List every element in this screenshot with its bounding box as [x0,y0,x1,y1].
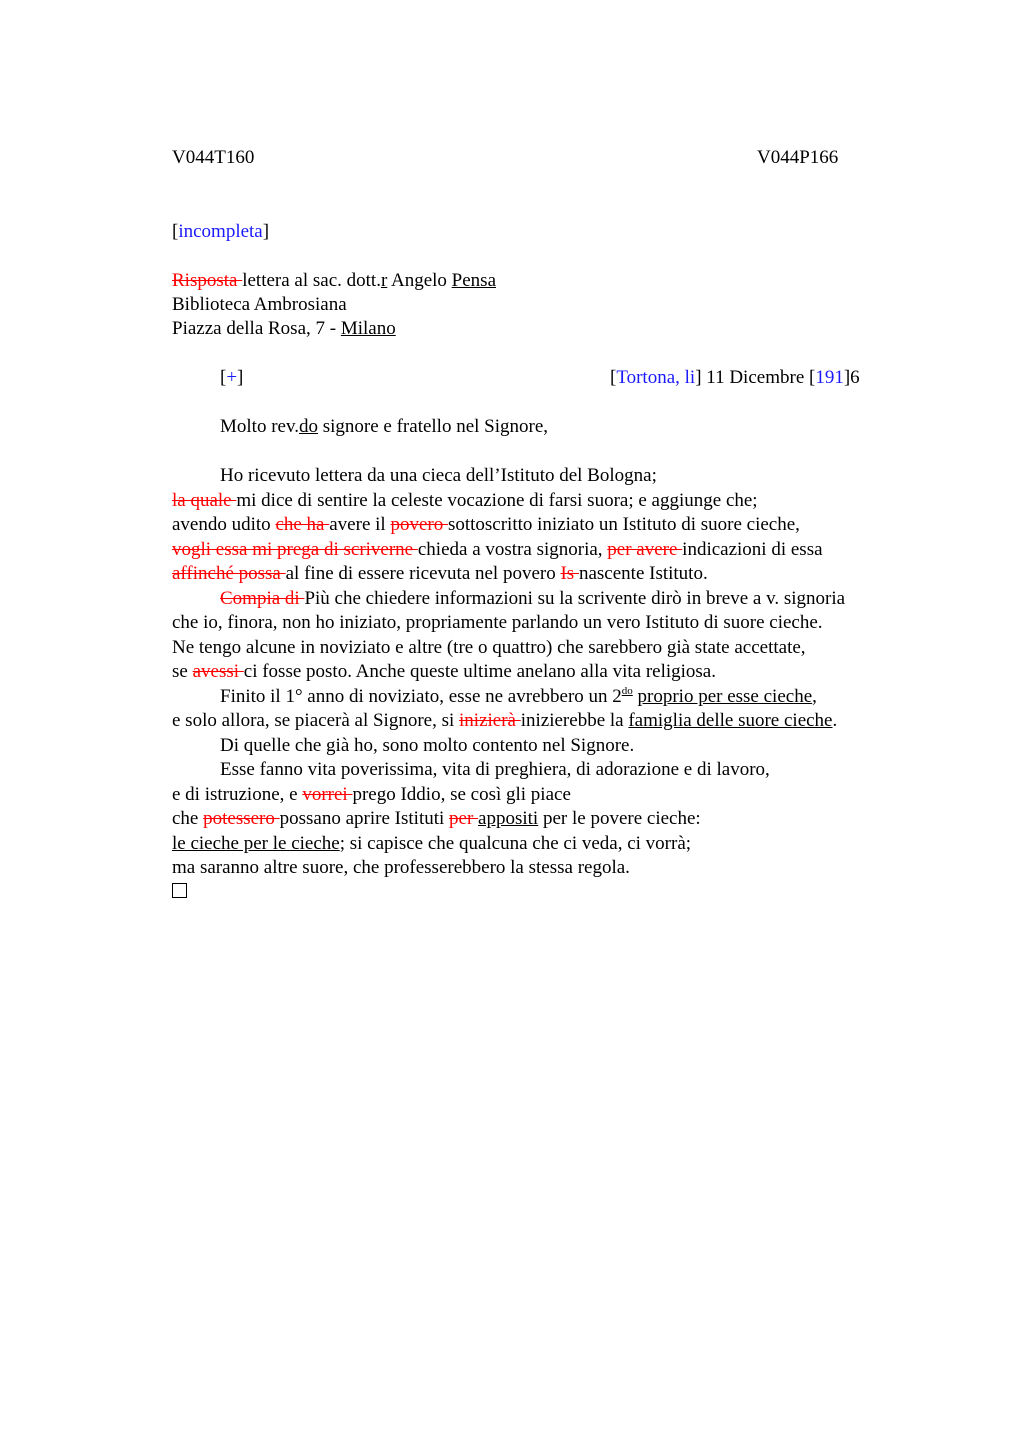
completeness-note: [incompleta] [172,221,270,242]
body-line: che potessero possano aprire Istituti per appositi per le povere cieche: [172,808,701,829]
address-city: Milano [340,318,396,339]
body-line: vogli essa mi prega di scriverne chieda a vostra signoria, per avere indicazioni di essa [172,539,823,560]
body-line: Di quelle che già ho, sono molto contento nel Signore. [220,735,635,756]
body-line: Esse fanno vita poverissima, vita di preghiera, di adorazione e di lavoro, [220,759,770,780]
editor-note: incompleta [178,221,263,242]
body-line: e di istruzione, e vorrei prego Iddio, se così gli piace [172,784,571,805]
body-line: la quale mi dice di sentire la celeste vocazione di farsi suora; e aggiunge che; [172,490,758,511]
address-line-1: Risposta lettera al sac. dott.r Angelo Pensa [172,270,496,291]
body-line: affinché possa al fine di essere ricevuta nel povero Is nascente Istituto. [172,563,708,584]
body-line: Ho ricevuto lettera da una cieca dell’Istituto del Bologna; [220,465,657,486]
body-line: Compia di Più che chiedere informazioni su la scrivente dirò in breve a v. signoria [220,588,846,609]
end-mark-box [172,881,187,905]
dateline: [Tortona, li] 11 Dicembre [191]6 [610,367,860,388]
document-code-right: V044P166 [757,147,839,168]
body-line: Finito il 1° anno di noviziato, esse ne avrebbero un $2^{do}$ proprio per esse cieche, [220,685,817,707]
body-line: che io, finora, non ho iniziato, propriamente parlando un vero Istituto di suore cieche. [172,612,823,633]
document-code-left: V044T160 [172,147,255,168]
cross-mark: [+] [220,367,244,388]
editor-place: Tortona, li [616,367,696,388]
address-line-2: Biblioteca Ambrosiana [172,294,347,315]
deleted-text: Risposta [172,270,243,291]
body-line: Ne tengo alcune in noviziato e altre (tre o quattro) che sarebbero già state accettate, [172,637,806,658]
salutation: Molto rev.do signore e fratello nel Signore, [220,416,549,437]
body-line: e solo allora, se piacerà al Signore, si inizierà inizierebbe la famiglia delle suore cieche. [172,710,838,731]
body-line: avendo udito che ha avere il povero sottoscritto iniziato un Istituto di suore cieche, [172,514,800,535]
body-line: ma saranno altre suore, che professerebbero la stessa regola. [172,857,630,878]
address-line-3: Piazza della Rosa, 7 - Milano [172,318,396,339]
recipient-surname: Pensa [451,270,496,291]
body-line: se avessi ci fosse posto. Anche queste ultime anelano alla vita religiosa. [172,661,716,682]
body-line: le cieche per le cieche; si capisce che qualcuna che ci veda, ci vorrà; [172,833,692,854]
editor-year: 191 [815,367,844,388]
